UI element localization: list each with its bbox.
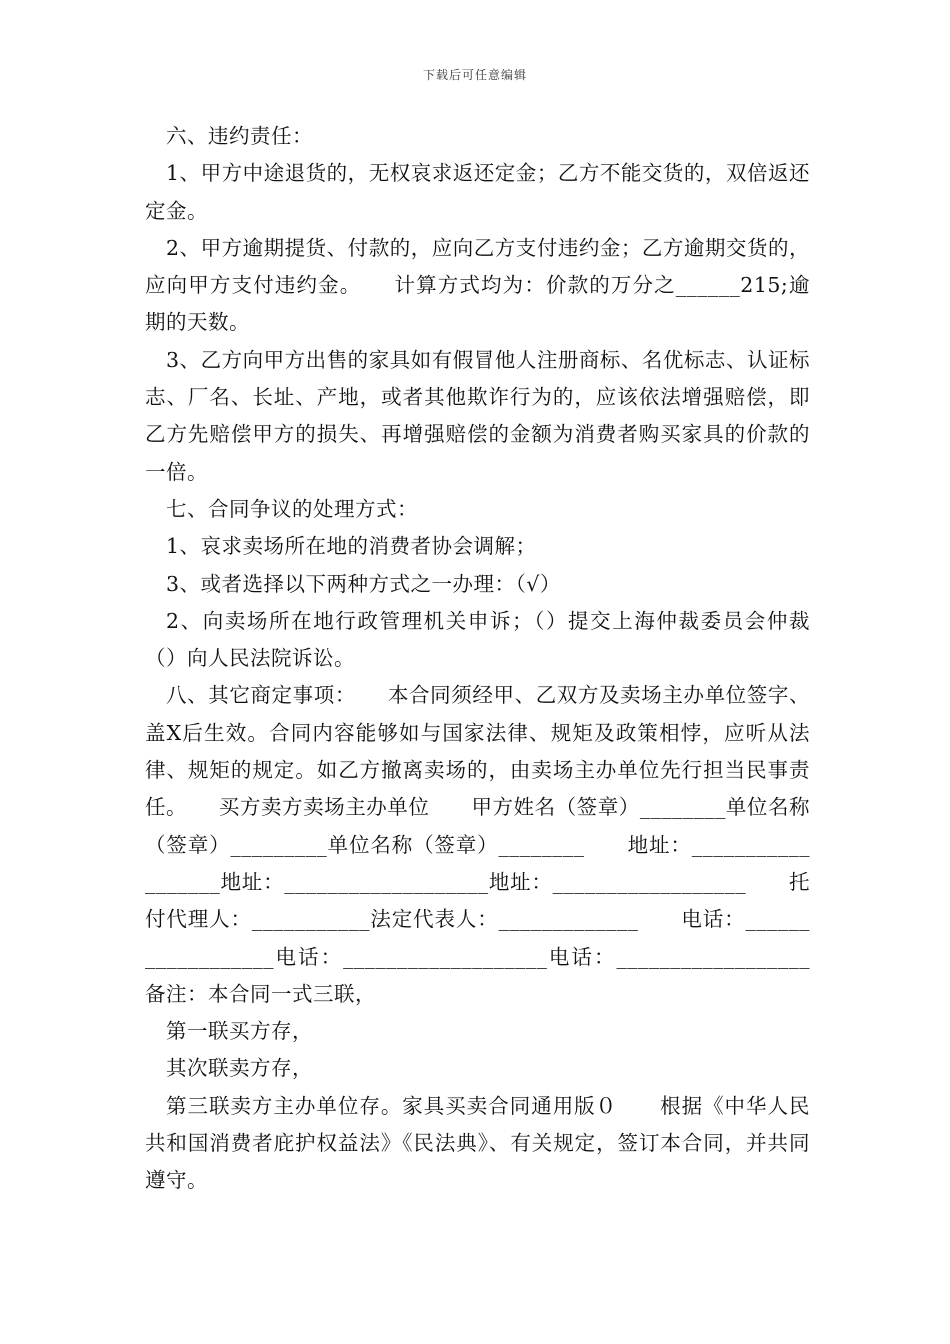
paragraph: 第三联卖方主办单位存。家具买卖合同通用版０ 根据《中华人民共和国消费者庇护权益法》《民法典》、有关规定，签订本合同，并共同遵守。 xyxy=(145,1093,810,1193)
paragraph: 其次联卖方存， xyxy=(166,1056,313,1081)
section-heading-dispute: 七、合同争议的处理方式： xyxy=(166,496,418,521)
paragraph: 3、乙方向甲方出售的家具如有假冒他人注册商标、名优标志、认证标志、厂名、长址、产地，或者其他欺诈行为的，应该依法增强赔偿，即乙方先赔偿甲方的损失、再增强赔偿的金额为消费者购买家具的价款的一倍。 xyxy=(145,347,810,484)
paragraph: 1、甲方中途退货的，无权哀求返还定金；乙方不能交货的，双倍返还定金。 xyxy=(145,161,810,223)
page-header: 下载后可任意编辑 xyxy=(422,68,527,82)
paragraph: 2、甲方逾期提货、付款的，应向乙方支付违约金；乙方逾期交货的，应向甲方支付违约金。 计算方式均为：价款的万分之______215;逾期的天数。 xyxy=(145,235,810,335)
section-heading-breach: 六、违约责任： xyxy=(166,124,313,148)
paragraph: 2、向卖场所在地行政管理机关申诉；（）提交上海仲裁委员会仲裁（）向人民法院诉讼。 xyxy=(145,608,810,671)
paragraph: 3、或者选择以下两种方式之一办理：（√） xyxy=(166,571,561,596)
paragraph: 1、哀求卖场所在地的消费者协会调解； xyxy=(166,534,537,559)
paragraph-other-terms: 八、其它商定事项： 本合同须经甲、乙双方及卖场主办单位签字、盖Ⅹ后生效。合同内容能够如与国家法律、规矩及政策相悖，应听从法律、规矩的规定。如乙方撤离卖场的，由卖场主办单位先行担当民事责任。 买方卖方卖场主办单位 甲方姓名（签章）________单位名称（签章）_________单位名称（签章）________ 地址：__________________地址：___________________地址：__________________ 托付代理人：___________法定代表人：_____________ 电话：__________________电话：___________________电话：__________________ 备注：本合同一式三联， xyxy=(145,683,852,1006)
paragraph: 第一联买方存， xyxy=(166,1019,313,1044)
document-body xyxy=(145,118,852,1200)
